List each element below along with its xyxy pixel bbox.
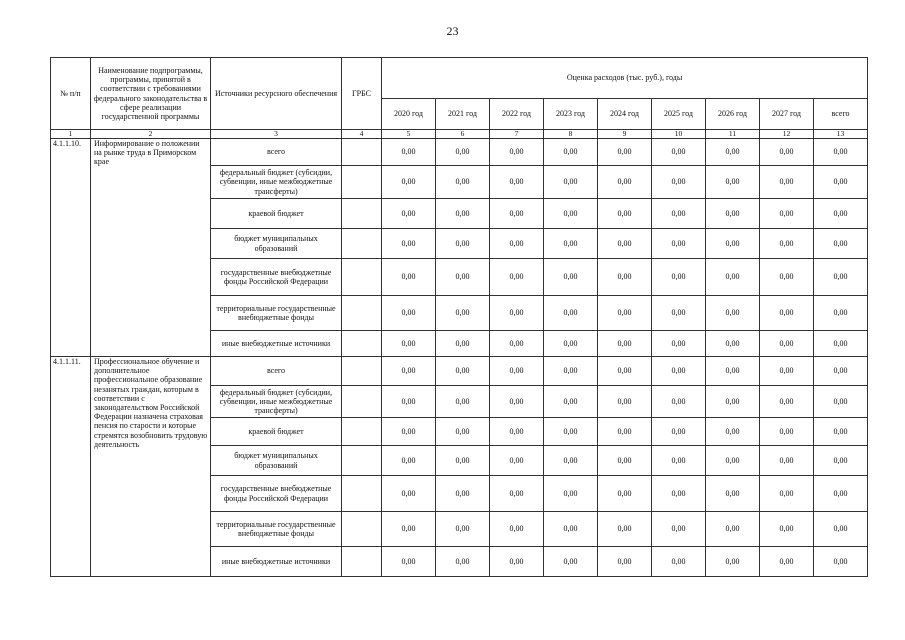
item-number: 4.1.1.10. (51, 139, 91, 357)
expense-value: 0,00 (544, 331, 598, 357)
header-year: 2023 год (544, 99, 598, 130)
grbs-cell (342, 296, 382, 331)
expense-value: 0,00 (382, 357, 436, 386)
expense-value: 0,00 (436, 166, 490, 199)
expense-value: 0,00 (382, 166, 436, 199)
expense-value: 0,00 (652, 199, 706, 229)
expense-value: 0,00 (760, 229, 814, 259)
expense-value: 0,00 (706, 446, 760, 476)
expense-value: 0,00 (760, 199, 814, 229)
expense-value: 0,00 (544, 547, 598, 577)
expense-value: 0,00 (598, 199, 652, 229)
expense-value: 0,00 (490, 512, 544, 547)
header-estimate: Оценка расходов (тыс. руб.), годы (382, 58, 868, 99)
expense-value: 0,00 (436, 547, 490, 577)
header-year: 2026 год (706, 99, 760, 130)
expense-value: 0,00 (706, 229, 760, 259)
column-number: 11 (706, 130, 760, 139)
expense-value: 0,00 (544, 139, 598, 166)
funding-source: территориальные государственные внебюджетные фонды (211, 512, 342, 547)
expense-value: 0,00 (382, 331, 436, 357)
expense-value: 0,00 (436, 296, 490, 331)
expense-value: 0,00 (814, 139, 868, 166)
expense-value: 0,00 (382, 446, 436, 476)
expense-value: 0,00 (436, 331, 490, 357)
column-number: 5 (382, 130, 436, 139)
column-number: 9 (598, 130, 652, 139)
header-grbs: ГРБС (342, 58, 382, 130)
expense-value: 0,00 (490, 357, 544, 386)
column-number: 13 (814, 130, 868, 139)
expense-value: 0,00 (490, 386, 544, 418)
expense-value: 0,00 (814, 199, 868, 229)
header-year: 2027 год (760, 99, 814, 130)
expense-value: 0,00 (814, 229, 868, 259)
header-num: № п/п (51, 58, 91, 130)
expense-value: 0,00 (706, 139, 760, 166)
expense-value: 0,00 (490, 199, 544, 229)
expense-value: 0,00 (814, 357, 868, 386)
expense-value: 0,00 (544, 357, 598, 386)
expense-value: 0,00 (544, 166, 598, 199)
expense-value: 0,00 (652, 386, 706, 418)
expense-value: 0,00 (652, 331, 706, 357)
column-number: 1 (51, 130, 91, 139)
expense-value: 0,00 (382, 476, 436, 512)
expense-value: 0,00 (436, 476, 490, 512)
expense-value: 0,00 (598, 357, 652, 386)
funding-source: иные внебюджетные источники (211, 331, 342, 357)
expense-value: 0,00 (706, 476, 760, 512)
grbs-cell (342, 199, 382, 229)
expense-value: 0,00 (814, 166, 868, 199)
expense-value: 0,00 (436, 512, 490, 547)
expense-value: 0,00 (598, 476, 652, 512)
grbs-cell (342, 357, 382, 386)
expense-value: 0,00 (652, 166, 706, 199)
funding-source: иные внебюджетные источники (211, 547, 342, 577)
funding-source: всего (211, 139, 342, 166)
expense-value: 0,00 (706, 199, 760, 229)
expense-value: 0,00 (814, 476, 868, 512)
expense-value: 0,00 (760, 476, 814, 512)
header-year: 2022 год (490, 99, 544, 130)
expense-value: 0,00 (382, 547, 436, 577)
expense-value: 0,00 (652, 357, 706, 386)
funding-source: федеральный бюджет (субсидии, субвенции, иные межбюджетные трансферты) (211, 166, 342, 199)
grbs-cell (342, 418, 382, 446)
expense-value: 0,00 (382, 139, 436, 166)
expense-value: 0,00 (760, 357, 814, 386)
expense-value: 0,00 (436, 139, 490, 166)
expense-value: 0,00 (544, 296, 598, 331)
expense-value: 0,00 (490, 139, 544, 166)
expense-value: 0,00 (652, 446, 706, 476)
budget-table (50, 57, 868, 577)
expense-value: 0,00 (760, 512, 814, 547)
expense-value: 0,00 (544, 229, 598, 259)
column-number: 12 (760, 130, 814, 139)
expense-value: 0,00 (760, 331, 814, 357)
column-number: 7 (490, 130, 544, 139)
column-number: 3 (211, 130, 342, 139)
expense-value: 0,00 (652, 418, 706, 446)
table-header (51, 58, 868, 139)
funding-source: бюджет муниципальных образований (211, 446, 342, 476)
expense-value: 0,00 (760, 446, 814, 476)
expense-value: 0,00 (490, 446, 544, 476)
header-year: 2024 год (598, 99, 652, 130)
funding-source: государственные внебюджетные фонды Российской Федерации (211, 259, 342, 296)
expense-value: 0,00 (544, 512, 598, 547)
expense-value: 0,00 (706, 259, 760, 296)
funding-source: территориальные государственные внебюджетные фонды (211, 296, 342, 331)
expense-value: 0,00 (652, 259, 706, 296)
expense-value: 0,00 (598, 229, 652, 259)
funding-source: краевой бюджет (211, 199, 342, 229)
expense-value: 0,00 (598, 331, 652, 357)
expense-value: 0,00 (544, 199, 598, 229)
grbs-cell (342, 386, 382, 418)
expense-value: 0,00 (814, 512, 868, 547)
expense-value: 0,00 (382, 512, 436, 547)
expense-value: 0,00 (598, 296, 652, 331)
expense-value: 0,00 (814, 259, 868, 296)
grbs-cell (342, 512, 382, 547)
expense-value: 0,00 (706, 357, 760, 386)
column-number: 8 (544, 130, 598, 139)
expense-value: 0,00 (706, 331, 760, 357)
expense-value: 0,00 (436, 259, 490, 296)
expense-value: 0,00 (652, 512, 706, 547)
expense-value: 0,00 (490, 331, 544, 357)
item-name: Информирование о положении на рынке труда в Приморском крае (91, 139, 211, 357)
expense-value: 0,00 (760, 259, 814, 296)
expense-value: 0,00 (652, 547, 706, 577)
expense-value: 0,00 (598, 446, 652, 476)
expense-value: 0,00 (652, 229, 706, 259)
column-number: 4 (342, 130, 382, 139)
expense-value: 0,00 (652, 476, 706, 512)
funding-source: федеральный бюджет (субсидии, субвенции, иные межбюджетные трансферты) (211, 386, 342, 418)
expense-value: 0,00 (544, 418, 598, 446)
expense-value: 0,00 (814, 331, 868, 357)
grbs-cell (342, 166, 382, 199)
column-number: 6 (436, 130, 490, 139)
expense-value: 0,00 (760, 296, 814, 331)
expense-value: 0,00 (814, 386, 868, 418)
expense-value: 0,00 (706, 418, 760, 446)
expense-value: 0,00 (598, 166, 652, 199)
expense-value: 0,00 (598, 547, 652, 577)
expense-value: 0,00 (598, 512, 652, 547)
grbs-cell (342, 259, 382, 296)
expense-value: 0,00 (436, 446, 490, 476)
header-name: Наименование подпрограммы, программы, принятой в соответствии с требованиями федерального законодательства в сфере реализации государственной программы (91, 58, 211, 130)
expense-value: 0,00 (490, 476, 544, 512)
grbs-cell (342, 331, 382, 357)
table-body (51, 139, 868, 577)
expense-value: 0,00 (760, 418, 814, 446)
expense-value: 0,00 (382, 259, 436, 296)
expense-value: 0,00 (706, 296, 760, 331)
funding-source: всего (211, 357, 342, 386)
expense-value: 0,00 (436, 199, 490, 229)
expense-value: 0,00 (760, 547, 814, 577)
header-year: 2020 год (382, 99, 436, 130)
header-year: 2025 год (652, 99, 706, 130)
column-number: 10 (652, 130, 706, 139)
expense-value: 0,00 (490, 259, 544, 296)
page-number: 23 (446, 24, 459, 38)
expense-value: 0,00 (814, 418, 868, 446)
column-number: 2 (91, 130, 211, 139)
expense-value: 0,00 (814, 547, 868, 577)
expense-value: 0,00 (652, 296, 706, 331)
expense-value: 0,00 (544, 476, 598, 512)
expense-value: 0,00 (760, 386, 814, 418)
expense-value: 0,00 (436, 229, 490, 259)
expense-value: 0,00 (814, 446, 868, 476)
expense-value: 0,00 (598, 139, 652, 166)
expense-value: 0,00 (760, 166, 814, 199)
expense-value: 0,00 (814, 296, 868, 331)
item-name: Профессиональное обучение и дополнительное профессиональное образование незанятых граждан, которым в соответствии с законодательством Российской Федерации назначена страховая пенсия по старости и которые стремятся возобновить трудовую деятельность (91, 357, 211, 577)
table-row (51, 139, 868, 166)
expense-value: 0,00 (490, 547, 544, 577)
expense-value: 0,00 (436, 357, 490, 386)
expense-value: 0,00 (436, 418, 490, 446)
grbs-cell (342, 476, 382, 512)
expense-value: 0,00 (490, 229, 544, 259)
expense-value: 0,00 (598, 418, 652, 446)
expense-value: 0,00 (706, 166, 760, 199)
expense-value: 0,00 (382, 199, 436, 229)
expense-value: 0,00 (760, 139, 814, 166)
expense-value: 0,00 (382, 386, 436, 418)
grbs-cell (342, 229, 382, 259)
expense-value: 0,00 (652, 139, 706, 166)
funding-source: краевой бюджет (211, 418, 342, 446)
item-number: 4.1.1.11. (51, 357, 91, 577)
grbs-cell (342, 446, 382, 476)
funding-source: бюджет муниципальных образований (211, 229, 342, 259)
header-source: Источники ресурсного обеспечения (211, 58, 342, 130)
expense-value: 0,00 (382, 229, 436, 259)
expense-value: 0,00 (490, 166, 544, 199)
funding-source: государственные внебюджетные фонды Российской Федерации (211, 476, 342, 512)
expense-value: 0,00 (544, 446, 598, 476)
expense-value: 0,00 (382, 296, 436, 331)
expense-value: 0,00 (436, 386, 490, 418)
expense-value: 0,00 (706, 547, 760, 577)
header-year: 2021 год (436, 99, 490, 130)
expense-value: 0,00 (490, 296, 544, 331)
expense-value: 0,00 (544, 259, 598, 296)
expense-value: 0,00 (598, 259, 652, 296)
header-year: всего (814, 99, 868, 130)
expense-value: 0,00 (490, 418, 544, 446)
expense-value: 0,00 (598, 386, 652, 418)
expense-value: 0,00 (544, 386, 598, 418)
grbs-cell (342, 139, 382, 166)
column-numbers-row (51, 130, 868, 139)
grbs-cell (342, 547, 382, 577)
expense-value: 0,00 (706, 512, 760, 547)
table-row (51, 357, 868, 386)
expense-value: 0,00 (706, 386, 760, 418)
expense-value: 0,00 (382, 418, 436, 446)
